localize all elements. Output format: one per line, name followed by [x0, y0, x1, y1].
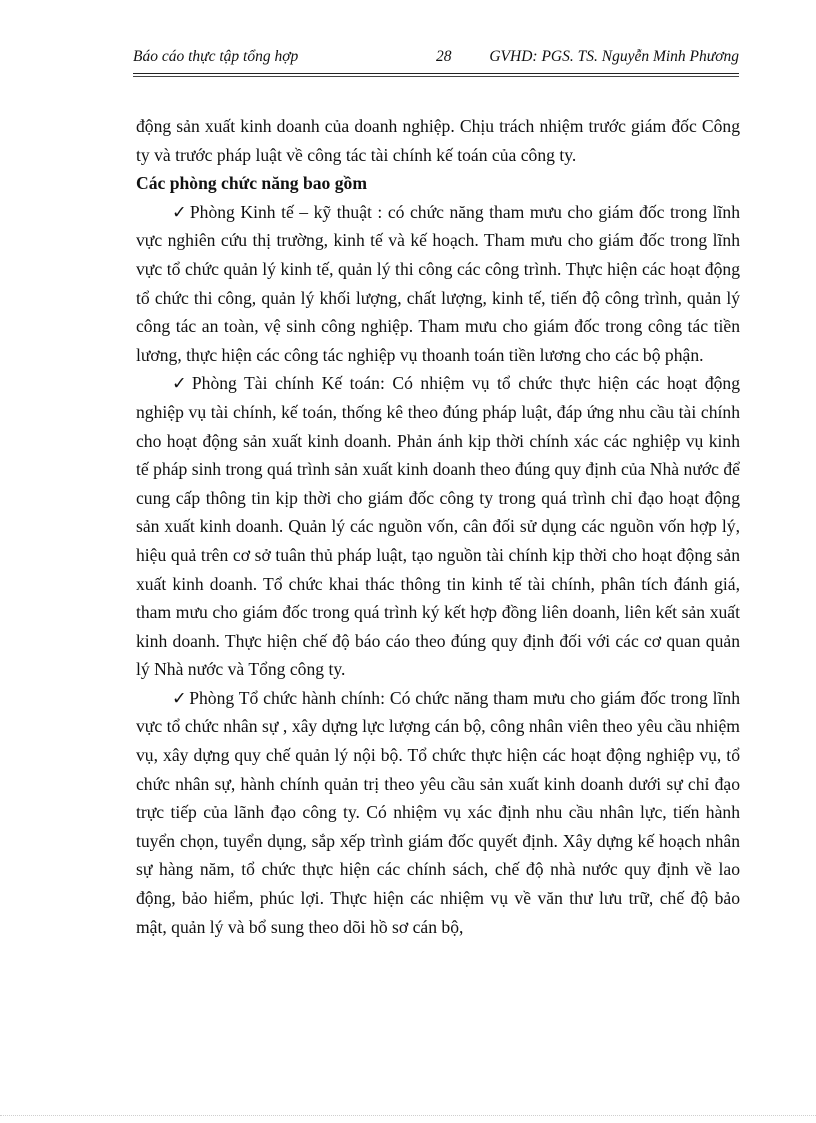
department-item-administration	[136, 684, 740, 941]
item-text: Phòng Tài chính Kế toán: Có nhiệm vụ tổ chức thực hiện các hoạt động nghiệp vụ tài chính, kế toán, thống kê theo đúng pháp luật, đáp ứng nhu cầu tài chính cho hoạt động sản xuất kinh doanh. Phản ánh kịp thời chính xác các nghiệp vụ kinh tế pháp sinh trong quá trình sản xuất kinh doanh theo đúng quy định của Nhà nước để cung cấp thông tin kịp thời cho giám đốc công ty trong quá trình chỉ đạo hoạt động sản xuất kinh doanh. Quản lý các nguồn vốn, cân đối sử dụng các nguồn vốn hợp lý, hiệu quả trên cơ sở tuân thủ pháp luật, tạo nguồn tài chính kịp thời cho hoạt động sản xuất kinh doanh. Tổ chức khai thác thông tin kinh tế tài chính, phân tích đánh giá, tham mưu cho giám đốc trong quá trình ký kết hợp đồng liên doanh, liên kết sản xuất kinh doanh. Thực hiện chế độ báo cáo theo đúng quy định đối với các cơ quan quản lý Nhà nước và Tổng công ty.	[136, 373, 741, 680]
department-item-finance-accounting	[136, 369, 740, 684]
page-header	[133, 48, 739, 70]
header-report-title: Báo cáo thực tập tổng hợp	[133, 48, 299, 65]
header-rule	[133, 73, 739, 74]
item-text: Phòng Kinh tế – kỹ thuật : có chức năng tham mưu cho giám đốc trong lĩnh vực nghiên cứu thị trường, kinh tế và kế hoạch. Tham mưu cho giám đốc trong lĩnh vực tổ chức quản lý kinh tế, quản lý thi công các công trình. Thực hiện các hoạt động tổ chức thi công, quản lý khối lượng, chất lượng, kinh tế, tiến độ công trình, quản lý công tác an toàn, vệ sinh công nghiệp. Tham mưu cho giám đốc trong công tác tiền lương, thực hiện các công tác nghiệp vụ thoanh toán tiền lương cho các bộ phận.	[136, 201, 740, 365]
department-item-economic-technical	[136, 198, 740, 370]
page-bottom-border	[0, 1115, 816, 1116]
section-heading: Các phòng chức năng bao gồm	[136, 173, 368, 194]
header-rule-thin	[133, 76, 739, 77]
intro-paragraph: động sản xuất kinh doanh của doanh nghiệp. Chịu trách nhiệm trước giám đốc Công ty và trước pháp luật về công tác tài chính kế toán của công ty.	[136, 116, 740, 165]
header-supervisor: GVHD: PGS. TS. Nguyễn Minh Phương	[489, 48, 739, 65]
item-text: Phòng Tổ chức hành chính: Có chức năng tham mưu cho giám đốc trong lĩnh vực tổ chức nhân sự , xây dựng lực lượng cán bộ, công nhân viên theo yêu cầu nhiệm vụ, xây dựng quy chế quản lý nội bộ. Tổ chức thực hiện các hoạt động nghiệp vụ, tổ chức nhân sự, hành chính quản trị theo yêu cầu sản xuất kinh doanh dưới sự chỉ đạo trực tiếp của lãnh đạo công ty. Có nhiệm vụ xác định nhu cầu nhân lực, tiến hành tuyển chọn, tuyển dụng, sắp xếp trình giám đốc quyết định. Xây dựng kế hoạch nhân sự hàng năm, tổ chức thực hiện các chính sách, chế độ nhà nước quy định về lao động, bảo hiểm, phúc lợi. Thực hiện các nhiệm vụ về văn thư lưu trữ, chế độ bảo mật, quản lý và bổ sung theo dõi hồ sơ cán bộ,	[136, 687, 740, 937]
checkmark-icon: ✓	[172, 373, 190, 394]
checkmark-icon: ✓	[172, 687, 188, 708]
page-body	[136, 112, 740, 941]
page-number: 28	[436, 48, 452, 65]
checkmark-icon: ✓	[172, 201, 188, 222]
